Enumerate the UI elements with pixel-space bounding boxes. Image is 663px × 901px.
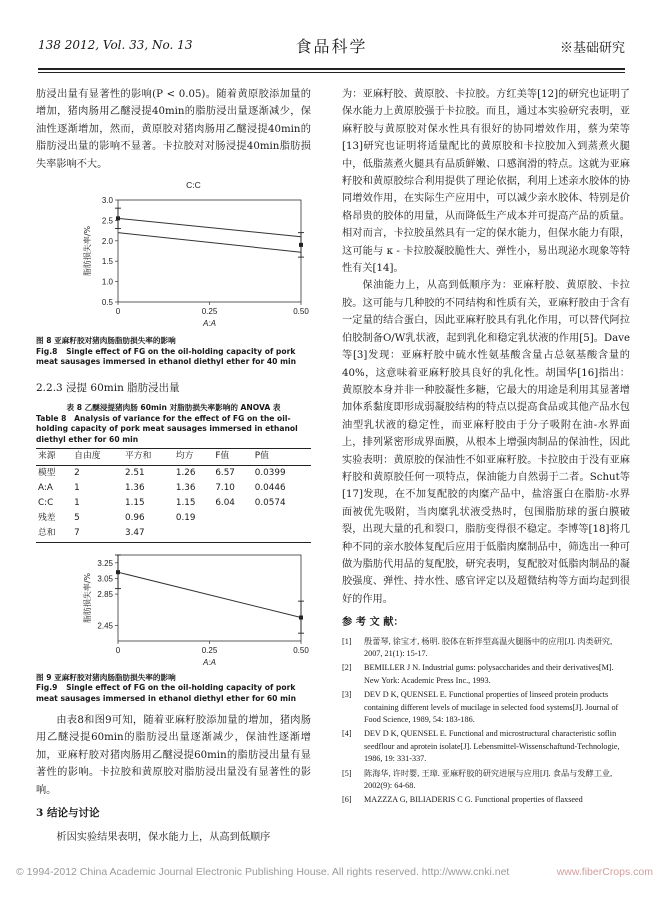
table-header-cell: 自由度 (74, 451, 101, 462)
table-caption-en-label: Table 8 (36, 413, 67, 423)
reference-item (342, 794, 630, 806)
paragraph: 保油能力上，从高到低顺序为：亚麻籽胶、黄原胶、卡拉胶。这可能与几种胶的不同结构和性质有关，亚麻籽胶由于含有一定量的结合蛋白，因此亚麻籽胶具有乳化作用，可以替代阿拉伯胶制备O/W乳状液，起到乳化和稳定乳状液的作用[5]。Dave等[3]发现：亚麻籽胶中硫水性氨基酸含量占总氨基酸含量的40%，这意味着亚麻籽胶具良好的乳化性。胡国华[16]指出：黄原胶本身并非一种胶凝性多糖，它最大的用途是利用其显著增加体系黏度即形成弱凝胶结构的特点以提高食品或其他产品水包油型乳状液的稳定性，而亚麻籽胶由于分子吸附在油-水界面上，排列紧密形成界面膜，从根本上增强肉制品的保油性，因此实验表明：黄原胶的保油性不如亚麻籽胶。卡拉胶由于没有亚麻籽胶和黄原胶任何一项特点，保油能力自然弱于二者。Schut等[17]发现，在不加复配胶的肉糜产品中，盐溶蛋白在脂肪-水界面被优先吸附，当肉糜乳状液受热时，包围脂肪球的蛋白膜破裂，出现大量的孔和裂口，脂肪变得很不稳定。李博等[18]将几种不同的亲水胶体复配后应用于低脂肉糜制品中，筛选出一种可做为脂肪代用品的复配胶，研究表明，复配胶对低脂肉制品的凝胶强度、弹性、持水性、感官评定以及超微结构等方面均起到很好的作用。 (342, 280, 630, 605)
y-tick-label: 2.0 (101, 237, 113, 247)
y-tick-label: 3.0 (101, 196, 113, 206)
table-cell: 模型 (38, 467, 56, 478)
y-axis-label: 脂肪损失率/% (83, 572, 92, 623)
figure-8-chart (36, 194, 311, 332)
subsection-heading: 2.2.3 浸提 60min 脂肪浸出量 (36, 381, 180, 394)
series-line (118, 219, 301, 237)
table-cell: 0.0446 (254, 482, 286, 493)
figure-caption-en (36, 347, 311, 368)
y-tick-label: 0.5 (101, 298, 113, 308)
figure-title: C:C (186, 180, 201, 191)
table-cell: 3.47 (125, 528, 145, 539)
table-cell: 6.04 (215, 497, 235, 508)
table-cell: 5 (74, 513, 80, 524)
x-axis-label: A:A (203, 657, 216, 667)
data-point (299, 615, 303, 619)
caption-en-label: Fig.8 (36, 346, 58, 356)
x-tick-label: 0.25 (201, 307, 218, 317)
table-row (36, 496, 311, 511)
x-tick-label: 0 (115, 645, 121, 655)
references-list (342, 636, 630, 807)
reference-number: [4] (342, 729, 352, 739)
table-cell (174, 526, 213, 542)
table-caption-cn-text: 表 8 乙醚浸提猪肉肠 60min 对脂肪损失率影响的 ANOVA 表 (66, 403, 281, 413)
data-point (116, 217, 120, 221)
table-cell (213, 511, 252, 526)
journal-title: 食品科学 (295, 37, 368, 56)
reference-item (342, 662, 630, 687)
table-cell: A:A (38, 482, 53, 493)
figure-9 (36, 549, 311, 705)
table-row (36, 481, 311, 496)
table-cell: 0.96 (125, 513, 145, 524)
table-row (36, 511, 311, 526)
table-cell: 1 (74, 497, 80, 508)
paragraph: 析因实验结果表明，保水能力上，从高到低顺序 (56, 831, 271, 843)
y-tick-label: 2.85 (97, 589, 113, 599)
table-cell: 1 (74, 482, 80, 493)
right-column (342, 86, 630, 809)
table-cell: 总和 (38, 528, 56, 539)
y-tick-label: 2.5 (101, 216, 113, 226)
caption-en-text: Single effect of FG on the oil-holding capacity of pork meat sausages immersed in ethanol diethyl ether for 60 min (36, 683, 297, 703)
reference-text: BEMILLER J N. Industrial gums: polysaccharides and their derivatives[M]. New York: Academic Press Inc., 1993. (364, 663, 614, 685)
table-cell: 1.26 (175, 467, 196, 478)
x-tick-label: 0 (115, 307, 121, 317)
reference-text: MAZZZA G, BILIADERIS C G. Functional properties of flaxseed (364, 795, 583, 805)
caption-cn-text: 图 9 亚麻籽胶对猪肉肠脂肪损失率的影响 (36, 672, 176, 682)
reference-item (342, 636, 630, 661)
table-header-cell: P值 (254, 451, 269, 462)
table-row (36, 465, 311, 481)
header-rule (38, 68, 625, 70)
table-caption-en-text: Analysis of variance for the effect of FG on the oil-holding capacity of pork meat sausages immersed in ethanol diethyl ether for 60 min (36, 413, 298, 444)
reference-number: [5] (342, 768, 352, 778)
reference-item (342, 728, 630, 765)
table-header-cell: F值 (215, 451, 230, 462)
plot-frame (118, 200, 301, 302)
header-issue-info: 138 2012, Vol. 33, No. 13 (38, 38, 193, 52)
plot-frame (118, 555, 301, 641)
figure-9-chart (36, 549, 311, 669)
section-label: ※基础研究 (559, 41, 625, 56)
table-cell: 0.0574 (254, 497, 286, 508)
table-header-cell: 平方和 (125, 451, 152, 462)
caption-en-text: Single effect of FG on the oil-holding capacity of pork meat sausages immersed in ethanol diethyl ether for 40 min (36, 346, 297, 367)
copyright-notice: © 1994-2012 China Academic Journal Electronic Publishing House. All rights reserved. http://www.cnki.net (16, 866, 510, 878)
table-8 (36, 403, 311, 542)
table-cell: 1.36 (175, 482, 196, 493)
paragraph: 肪浸出量有显著性的影响(P < 0.05)。随着黄原胶添加量的增加，猪肉肠用乙醚浸提40min的脂肪浸出量逐渐减少，保油性逐渐增加，然而，黄原胶对猪肉肠用乙醚浸提40min的脂肪浸出量的影响不显著。卡拉胶对对肠浸提40min脂肪损失率影响不大。 (36, 89, 311, 170)
reference-text: DEV D K, QUENSEL E. Functional and microstructural characteristic soflin seedflour and aprotein isolate[J]. Lebensmittel-Wissenschaftund-Technologie, 1986, 19: 331-337. (364, 729, 620, 764)
data-point (116, 570, 120, 574)
table-cell: C:C (38, 497, 54, 508)
page-footer (16, 866, 653, 884)
x-tick-label: 0.50 (293, 645, 309, 655)
table-caption-cn (36, 403, 311, 414)
reference-text: DEV D K, QUENSEL E. Functional properties of linseed protein products containing different levels of mucilage in selected food systems[J]. Journal of Food Science, 1989, 54: 183-186. (364, 690, 619, 725)
paragraph: 为：亚麻籽胶、黄原胶、卡拉胶。方红美等[12]的研究也证明了保水能力上黄原胶强于卡拉胶。而且，通过本实验研究表明，亚麻籽胶与黄原胶对保水性具有很好的协同增效作用，蔡为荣等[13]研究也证明将适量配比的黄原胶和卡拉胶加入到蒸煮火腿中，低脂蒸煮火腿具有品质鲜嫩、口感润滑的特点。这就为亚麻籽胶和黄原胶综合利用提供了理论依据，利用上述亲水胶体的协同增效作用，在实际生产应用中，可以减少亲水胶体、特别是价格昂贵的胶体的用量，从而降低生产成本并可提高产品的质量。相对而言，卡拉胶虽然具有一定的保水能力，但保水能力有限，这可能与 κ - 卡拉胶凝胶脆性大、弹性小，易出现泌水现象等特性有关[14]。 (342, 89, 630, 275)
table-caption-en (36, 414, 311, 446)
table-cell: 0.0399 (254, 467, 286, 478)
table-cell: 7.10 (215, 482, 235, 493)
table-cell: 1.36 (125, 482, 145, 493)
figure-caption-cn (36, 673, 311, 684)
y-tick-label: 1.0 (101, 278, 113, 288)
left-column (36, 86, 311, 846)
anova-table (36, 448, 311, 542)
table-cell (213, 526, 252, 542)
reference-number: [3] (342, 690, 352, 700)
table-cell (253, 526, 311, 542)
x-tick-label: 0.25 (201, 645, 218, 655)
watermark: www.fiberCrops.com (556, 866, 653, 878)
figure-8 (36, 177, 311, 368)
reference-item (342, 689, 630, 726)
figure-caption-cn (36, 336, 311, 347)
table-cell: 1.15 (125, 497, 145, 508)
y-tick-label: 3.25 (97, 558, 113, 568)
y-tick-label: 3.05 (97, 574, 113, 584)
table-cell: 7 (74, 528, 80, 539)
table-cell: 0.19 (175, 513, 196, 524)
reference-text: 陈海华, 许时婴, 王璋. 亚麻籽胶的研究进展与应用[J]. 食品与发酵工业, 2002(9): 64-68. (364, 768, 613, 791)
section-heading: 3 结论与讨论 (36, 807, 100, 820)
y-tick-label: 1.5 (101, 257, 113, 267)
header-rule-thin (38, 72, 625, 73)
reference-item (342, 768, 630, 793)
caption-cn-text: 图 8 亚麻籽胶对猪肉肠脂肪损失率的影响 (36, 336, 176, 346)
y-axis-label: 脂肪损失率/% (83, 226, 92, 277)
page-header (38, 34, 625, 58)
x-axis-label: A:A (203, 319, 216, 329)
figure-caption-en (36, 683, 311, 704)
table-cell: 2 (74, 467, 80, 478)
series-line (118, 233, 301, 253)
paragraph: 由表8和图9可知，随着亚麻籽胶添加量的增加，猪肉肠用乙醚浸提60min的脂肪浸出量逐渐减少，保油性逐渐增加，亚麻籽胶对猪肉肠用乙醚浸提60min的脂肪浸出量有显著性的影响。卡拉胶和黄原胶对脂肪浸出量没有显著性的影响。 (36, 715, 311, 796)
table-header-row (36, 449, 311, 465)
references-heading: 参 考 文 献： (342, 616, 404, 629)
reference-number: [6] (342, 795, 352, 805)
table-header-cell: 来源 (38, 451, 56, 462)
table-cell: 2.51 (125, 467, 145, 478)
reference-number: [2] (342, 663, 352, 673)
table-row (36, 526, 311, 542)
data-point (299, 243, 303, 247)
table-cell (253, 511, 311, 526)
reference-number: [1] (342, 636, 352, 646)
y-tick-label: 2.45 (97, 620, 113, 630)
table-cell: 1.15 (175, 497, 196, 508)
reference-text: 殷蕾琴, 徐宝才, 杨明. 胶体在斩拌型高温火腿肠中的应用[J]. 肉类研究, 2007, 21(1): 15-17. (364, 636, 613, 658)
table-cell: 6.57 (215, 467, 235, 478)
table-cell: 残差 (38, 513, 56, 524)
table-header-cell: 均方 (175, 451, 194, 462)
x-tick-label: 0.50 (293, 307, 309, 317)
caption-en-label: Fig.9 (36, 683, 58, 693)
series-line (118, 572, 301, 617)
